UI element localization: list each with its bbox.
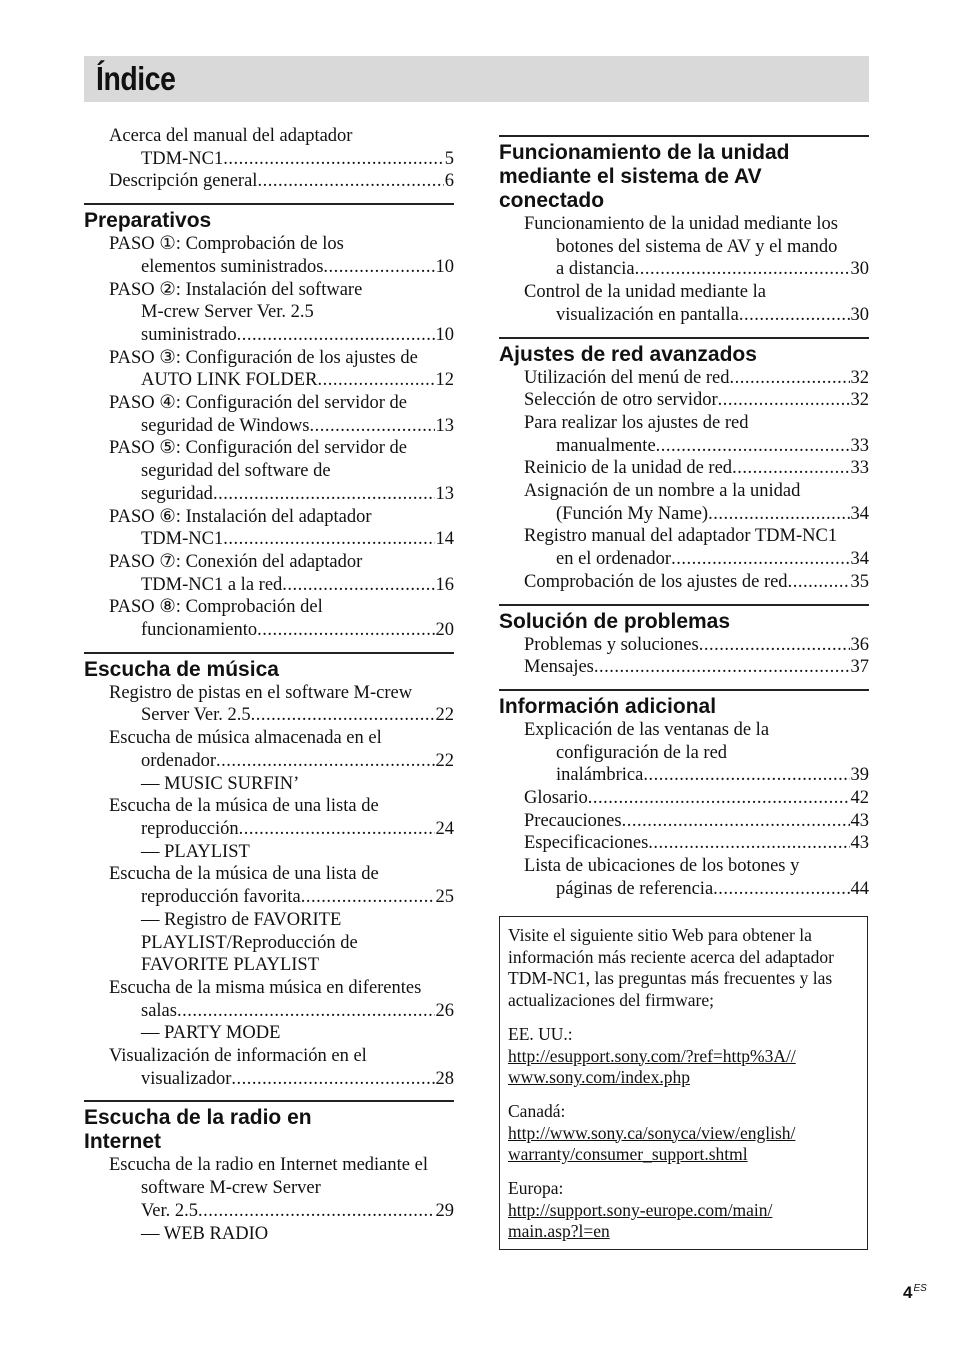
- toc-entry-line: Registro manual del adaptador TDM-NC1: [524, 526, 838, 547]
- toc-entry-text: Server Ver. 2.5: [141, 705, 251, 726]
- toc-page-number: 22: [435, 750, 454, 771]
- region-url-line: [508, 1067, 859, 1089]
- toc-entry: [84, 392, 454, 437]
- toc-entry-line: Escucha de la misma música en diferentes: [109, 977, 422, 998]
- toc-entry-text: seguridad de Windows: [141, 415, 310, 436]
- toc-page-number: 29: [435, 1200, 454, 1221]
- toc-entry-text: reproducción: [141, 818, 239, 839]
- region-url[interactable]: www.sony.com/index.php: [508, 1067, 690, 1088]
- region-block: [508, 1178, 859, 1243]
- toc-entry-line: PASO ④: Configuración del servidor de: [109, 393, 407, 414]
- toc-entry: [84, 682, 454, 727]
- left-column: [84, 125, 454, 1245]
- toc-entry: [84, 279, 454, 347]
- toc-entry-last-line: [84, 1200, 454, 1223]
- toc-page-number: 37: [850, 657, 869, 678]
- toc-entry-line: PASO ②: Instalación del software: [109, 279, 363, 300]
- dot-leader: [656, 435, 850, 458]
- toc-entry: [499, 810, 869, 833]
- toc-entry: [84, 1154, 454, 1245]
- region-url[interactable]: http://support.sony-europe.com/main/: [508, 1199, 773, 1220]
- toc-entry-last-line: [84, 886, 454, 909]
- title-bar: [84, 56, 869, 102]
- section-heading-line: Preparativos: [84, 209, 212, 233]
- toc-page-number: 30: [850, 304, 869, 325]
- toc-entry-text: Ver. 2.5: [141, 1200, 199, 1221]
- toc-entry-text: TDM-NC1 a la red: [141, 574, 283, 595]
- region-block: [508, 1101, 859, 1166]
- dot-leader: [622, 810, 850, 833]
- toc-subtitle-line: — PARTY MODE: [141, 1023, 281, 1044]
- section-heading-line: mediante el sistema de AV: [499, 165, 762, 188]
- toc-entry-text: seguridad: [141, 483, 213, 504]
- toc-entry-last-line: [84, 528, 454, 551]
- toc-entry-last-line: [84, 1000, 454, 1023]
- toc-entry: [84, 795, 454, 863]
- toc-entry-last-line: [499, 548, 869, 571]
- toc-entry: [84, 233, 454, 278]
- toc-entry-text: Selección de otro servidor: [524, 390, 718, 411]
- right-column: [499, 135, 869, 901]
- toc-entry-last-line: [84, 369, 454, 392]
- toc-subtitle-line: — WEB RADIO: [141, 1223, 269, 1244]
- toc-entry-text: Especificaciones: [524, 833, 649, 854]
- region-url[interactable]: http://www.sony.ca/sonyca/view/english/: [508, 1122, 796, 1143]
- toc-entry-line: seguridad del software de: [141, 461, 331, 482]
- toc-entry-last-line: [499, 435, 869, 458]
- section-heading-line: Información adicional: [499, 694, 717, 718]
- toc-entry: [84, 863, 454, 977]
- section-heading: [499, 610, 869, 634]
- toc-page-number: 44: [850, 878, 869, 899]
- toc-page-number: 39: [850, 765, 869, 786]
- toc-entry: [499, 281, 869, 326]
- dot-leader: [317, 369, 434, 392]
- toc-page-number: 34: [850, 549, 869, 570]
- section-heading: [84, 209, 454, 233]
- dot-leader: [729, 367, 849, 390]
- toc-entry-text: (Función My Name): [556, 503, 709, 524]
- toc-entry-text: Descripción general: [109, 171, 258, 192]
- region-url-line: [508, 1046, 859, 1068]
- dot-leader: [671, 548, 849, 571]
- region-block: [508, 1024, 859, 1089]
- toc-page-number: 43: [850, 810, 869, 831]
- dot-leader: [216, 750, 435, 773]
- toc-entry-line: Registro de pistas en el software M-crew: [109, 682, 413, 703]
- toc-subtitle-line: — PLAYLIST: [141, 841, 250, 862]
- section-heading-line: Escucha de la radio en: [84, 1106, 312, 1130]
- toc-page-number: 24: [435, 818, 454, 839]
- toc-page-number: 32: [850, 390, 869, 411]
- toc-entry-line: Escucha de la música de una lista de: [109, 864, 379, 885]
- toc-page-number: 13: [435, 415, 454, 436]
- section-heading: [499, 141, 869, 213]
- toc-entry: [499, 213, 869, 281]
- toc-entry-last-line: [84, 256, 454, 279]
- toc-page-number: 10: [435, 324, 454, 345]
- dot-leader: [251, 704, 435, 727]
- toc-section: [499, 604, 869, 679]
- toc-entry-text: elementos suministrados: [141, 256, 324, 277]
- dot-leader: [213, 483, 435, 506]
- toc-entry-line: PASO ⑦: Conexión del adaptador: [109, 551, 363, 572]
- toc-page-number: 10: [435, 256, 454, 277]
- toc-entry-text: Mensajes: [524, 657, 594, 678]
- dot-leader: [788, 571, 850, 594]
- toc-page-number: 22: [435, 705, 454, 726]
- toc-entry-text: a distancia: [556, 259, 635, 280]
- toc-entry: [84, 551, 454, 596]
- toc-page-number: 34: [850, 503, 869, 524]
- toc-entry-text: en el ordenador: [556, 549, 672, 570]
- toc-page-number: 33: [850, 458, 869, 479]
- region-url-line: [508, 1221, 859, 1243]
- toc-entry-last-line: [84, 818, 454, 841]
- toc-subtitle-line: — Registro de FAVORITE: [141, 909, 342, 930]
- toc-entry: [499, 719, 869, 787]
- page-title: Índice: [96, 60, 176, 97]
- region-label: Canadá:: [508, 1100, 566, 1121]
- toc-entry-line: Visualización de información en el: [109, 1046, 367, 1067]
- toc-entry-text: Reinicio de la unidad de red: [524, 458, 733, 479]
- toc-entry: [84, 347, 454, 392]
- region-label: Europa:: [508, 1178, 564, 1199]
- toc-page-number: 25: [435, 887, 454, 908]
- dot-leader: [237, 324, 435, 347]
- region-url[interactable]: warranty/consumer_support.shtml: [508, 1144, 748, 1165]
- toc-section: [84, 652, 454, 1091]
- toc-entry-last-line: [84, 415, 454, 438]
- toc-entry-last-line: [84, 750, 454, 773]
- toc-entry-last-line: [499, 878, 869, 901]
- toc-entry-last-line: [499, 389, 869, 412]
- toc-entry: [499, 855, 869, 900]
- dot-leader: [648, 832, 849, 855]
- region-url-line: [508, 1200, 859, 1222]
- section-heading-line: Funcionamiento de la unidad: [499, 141, 790, 164]
- toc-page-number: 35: [850, 571, 869, 592]
- region-url-line: [508, 1144, 859, 1166]
- region-url-line: [508, 1123, 859, 1145]
- dot-leader: [257, 170, 443, 193]
- toc-entry: [499, 389, 869, 412]
- page-number: $4^{ES}$: [903, 1283, 927, 1302]
- section-heading-line: Escucha de música: [84, 657, 279, 681]
- dot-leader: [588, 787, 850, 810]
- toc-entry-last-line: [499, 764, 869, 787]
- toc-entry-last-line: [499, 503, 869, 526]
- toc-entry: [84, 437, 454, 505]
- toc-entry: [84, 506, 454, 551]
- dot-leader: [708, 503, 849, 526]
- toc-entry-last-line: [499, 258, 869, 281]
- dot-leader: [323, 256, 434, 279]
- toc-entry-line: Asignación de un nombre a la unidad: [524, 481, 801, 502]
- region-url[interactable]: http://esupport.sony.com/?ref=http%3A//: [508, 1045, 796, 1066]
- toc-page-number: 6: [444, 171, 454, 192]
- toc-entry-line: Escucha de la radio en Internet mediante el: [109, 1155, 428, 1176]
- toc-subtitle-line: FAVORITE PLAYLIST: [141, 955, 319, 976]
- dot-leader: [282, 574, 434, 597]
- dot-leader: [718, 389, 850, 412]
- toc-entry-line: Control de la unidad mediante la: [524, 282, 766, 303]
- toc-entry-line: PASO ③: Configuración de los ajustes de: [109, 347, 418, 368]
- section-heading: [499, 343, 869, 367]
- toc-entry-text: funcionamiento: [141, 620, 258, 641]
- toc-page-number: 13: [435, 483, 454, 504]
- toc-entry: [84, 977, 454, 1045]
- dot-leader: [643, 764, 849, 787]
- toc-entry: [499, 656, 869, 679]
- dot-leader: [198, 1200, 434, 1223]
- toc-entry: [84, 727, 454, 795]
- toc-entry-text: visualización en pantalla: [556, 304, 739, 325]
- toc-entry-line: Funcionamiento de la unidad mediante los: [524, 214, 838, 234]
- toc-entry: [499, 571, 869, 594]
- toc-entry-text: ordenador: [141, 750, 216, 771]
- toc-entry-line: PASO ⑧: Comprobación del: [109, 597, 323, 618]
- dot-leader: [257, 619, 434, 642]
- toc-entry: [499, 787, 869, 810]
- toc-entry-line: Para realizar los ajustes de red: [524, 412, 749, 433]
- toc-entry: [499, 480, 869, 525]
- toc-entry-last-line: [499, 571, 869, 594]
- toc-entry: [84, 596, 454, 641]
- toc-entry: [84, 170, 454, 193]
- toc-entry-text: páginas de referencia: [556, 878, 714, 899]
- toc-entry-line: Escucha de música almacenada en el: [109, 728, 382, 749]
- section-heading-line: Ajustes de red avanzados: [499, 342, 757, 366]
- section-heading: [84, 658, 454, 682]
- dot-leader: [177, 1000, 435, 1023]
- toc-entry-text: TDM-NC1: [141, 148, 224, 169]
- toc-entry: [84, 125, 454, 170]
- toc-entry-last-line: [84, 1068, 454, 1091]
- toc-page-number: 20: [435, 620, 454, 641]
- toc-entry-text: Precauciones: [524, 810, 622, 831]
- toc-entry-text: reproducción favorita: [141, 887, 301, 908]
- toc-entry: [499, 412, 869, 457]
- toc-entry-last-line: [499, 810, 869, 833]
- dot-leader: [739, 304, 850, 327]
- section-heading: [499, 695, 869, 719]
- info-intro: Visite el siguiente sitio Web para obtener la información más reciente acerca del adaptador TDM-NC1, las preguntas más frecuentes y las actualizaciones del firmware;: [508, 925, 834, 1011]
- dot-leader: [223, 528, 434, 551]
- toc-entry-last-line: [84, 704, 454, 727]
- toc-page-number: 26: [435, 1000, 454, 1021]
- toc-entry-text: salas: [141, 1000, 177, 1021]
- toc-entry-last-line: [84, 148, 454, 171]
- toc-entry: [499, 457, 869, 480]
- toc-subtitle-line: — MUSIC SURFIN’: [141, 773, 300, 794]
- toc-entry-last-line: [84, 619, 454, 642]
- toc-entry-line: Lista de ubicaciones de los botones y: [524, 856, 800, 877]
- dot-leader: [223, 148, 444, 171]
- toc-page-number: 12: [435, 370, 454, 391]
- toc-entry-last-line: [84, 170, 454, 193]
- section-heading-line: conectado: [499, 189, 605, 212]
- section-heading-line: Internet: [84, 1130, 162, 1154]
- dot-leader: [301, 886, 435, 909]
- toc-page-number: 42: [850, 788, 869, 809]
- toc-entry-line: Explicación de las ventanas de la: [524, 719, 770, 740]
- toc-entry-text: Glosario: [524, 788, 588, 809]
- web-info-box: [499, 916, 868, 1250]
- toc-page-number: 33: [850, 435, 869, 456]
- toc-section: [499, 689, 869, 901]
- toc-entry: [499, 832, 869, 855]
- toc-entry: [499, 367, 869, 390]
- toc-section: [499, 135, 869, 327]
- toc-entry-last-line: [499, 832, 869, 855]
- toc-entry-last-line: [499, 367, 869, 390]
- toc-entry-text: TDM-NC1: [141, 529, 224, 550]
- toc-page-number: 43: [850, 833, 869, 854]
- toc-entry-line: configuración de la red: [556, 742, 728, 763]
- toc-entry-text: Utilización del menú de red: [524, 367, 730, 388]
- page-suffix: ES: [913, 1283, 927, 1294]
- toc-entry-line: Acerca del manual del adaptador: [109, 126, 353, 146]
- toc-entry-line: Escucha de la música de una lista de: [109, 796, 379, 817]
- toc-page-number: 5: [444, 148, 454, 169]
- toc-page-number: 28: [435, 1068, 454, 1089]
- toc-entry-line: PASO ⑤: Configuración del servidor de: [109, 438, 407, 459]
- toc-entry: [84, 1045, 454, 1090]
- region-url[interactable]: main.asp?l=en: [508, 1221, 610, 1242]
- toc-entry-text: suministrado: [141, 324, 237, 345]
- dot-leader: [699, 634, 850, 657]
- toc-entry-last-line: [499, 634, 869, 657]
- toc-entry-last-line: [499, 656, 869, 679]
- toc-section: [84, 1100, 454, 1245]
- toc-entry-last-line: [84, 483, 454, 506]
- toc-page-number: 36: [850, 634, 869, 655]
- section-heading: [84, 1106, 454, 1154]
- toc-entry-last-line: [499, 304, 869, 327]
- toc-entry-line: M-crew Server Ver. 2.5: [141, 302, 314, 323]
- toc-subtitle-line: PLAYLIST/Reproducción de: [141, 932, 358, 953]
- toc-page-number: 14: [435, 529, 454, 550]
- dot-leader: [732, 457, 849, 480]
- toc-entry-text: manualmente: [556, 435, 656, 456]
- toc-entry-line: botones del sistema de AV y el mando: [556, 236, 838, 257]
- toc-entry: [499, 525, 869, 570]
- dot-leader: [635, 258, 850, 281]
- toc-entry-line: PASO ①: Comprobación de los: [109, 234, 344, 255]
- section-heading-line: Solución de problemas: [499, 609, 731, 633]
- toc-page-number: 32: [850, 367, 869, 388]
- toc-entry-last-line: [499, 787, 869, 810]
- toc-entry-text: visualizador: [141, 1068, 232, 1089]
- toc-entry-last-line: [499, 457, 869, 480]
- toc-entry-text: AUTO LINK FOLDER: [141, 370, 318, 391]
- toc-entry-text: Problemas y soluciones: [524, 634, 699, 655]
- toc-entry-last-line: [84, 324, 454, 347]
- toc-section: [499, 337, 869, 594]
- toc-entry: [499, 634, 869, 657]
- toc-section: [84, 203, 454, 642]
- dot-leader: [309, 415, 434, 438]
- region-label: EE. UU.:: [508, 1023, 573, 1044]
- toc-entry-line: software M-crew Server: [141, 1178, 321, 1199]
- toc-page-number: 30: [850, 259, 869, 280]
- dot-leader: [713, 878, 849, 901]
- toc-entry-text: inalámbrica: [556, 765, 644, 786]
- toc-entry-last-line: [84, 574, 454, 597]
- toc-entry-line: PASO ⑥: Instalación del adaptador: [109, 506, 372, 527]
- toc-entry-text: Comprobación de los ajustes de red: [524, 571, 788, 592]
- dot-leader: [239, 818, 435, 841]
- dot-leader: [231, 1068, 434, 1091]
- intro-entries: [84, 125, 454, 193]
- dot-leader: [594, 656, 850, 679]
- toc-page-number: 16: [435, 574, 454, 595]
